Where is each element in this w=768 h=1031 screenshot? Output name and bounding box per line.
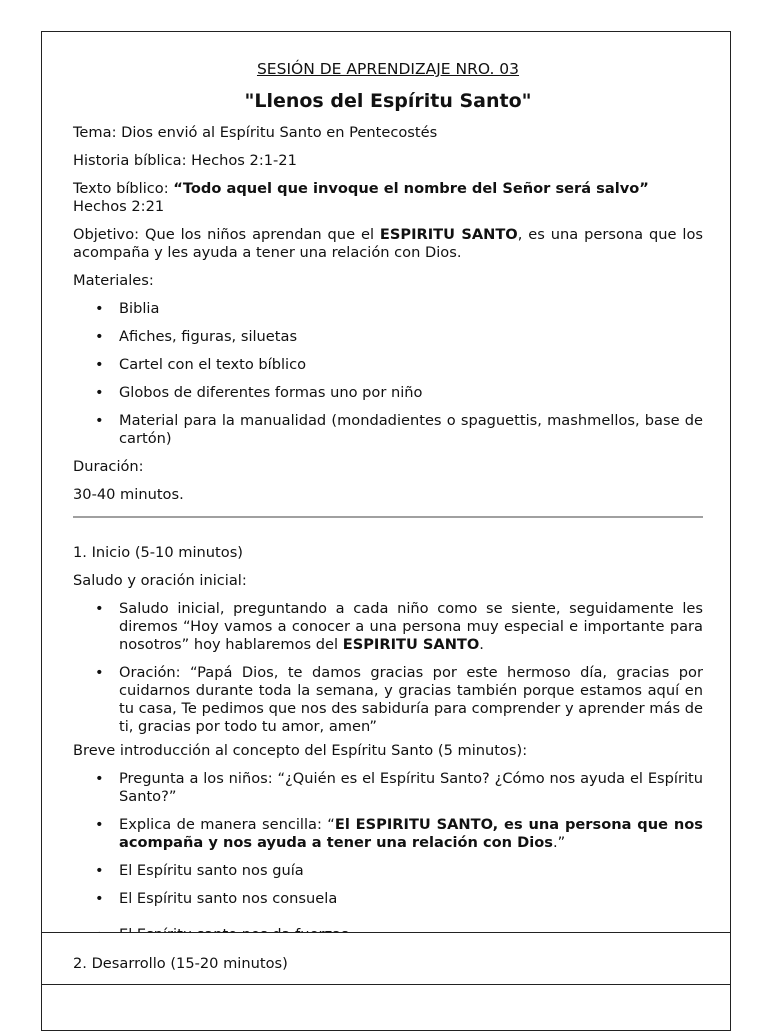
bullet-icon: • (95, 384, 104, 401)
bullet-icon: • (95, 356, 104, 373)
desarrollo-heading: 2. Desarrollo (15-20 minutos) (73, 955, 288, 972)
list-item (73, 356, 703, 374)
consuela-text: El Espíritu santo nos consuela (119, 890, 338, 907)
bullet-icon: • (95, 600, 104, 617)
pregunta-text: Pregunta a los niños: “¿Quién es el Espíritu Santo? ¿Cómo nos ayuda el Espíritu Santo?” (119, 770, 703, 805)
list-item (73, 890, 703, 908)
list-item (73, 600, 703, 654)
explica-bold: El ESPIRITU SANTO, es una persona que nos acompaña y nos ayuda a tener una relación con Dios (119, 816, 703, 851)
list-item (73, 328, 703, 346)
desarrollo-box (41, 932, 731, 985)
saludo-bold: ESPIRITU SANTO (342, 636, 480, 653)
objetivo-bold: ESPIRITU SANTO (379, 226, 518, 243)
guia-text: El Espíritu santo nos guía (119, 862, 304, 879)
duracion-label: Duración: (73, 458, 144, 475)
materiales-list (73, 300, 703, 448)
objetivo-line (73, 226, 703, 262)
intro-label: Breve introducción al concepto del Espíritu Santo (5 minutos): (73, 742, 528, 759)
section-divider (73, 516, 703, 518)
bullet-icon: • (95, 664, 104, 681)
historia-line: Historia bíblica: Hechos 2:1-21 (73, 152, 297, 169)
tema-line: Tema: Dios envió al Espíritu Santo en Pentecostés (73, 124, 438, 141)
bullet-icon: • (95, 862, 104, 879)
session-heading: SESIÓN DE APRENDIZAJE NRO. 03 (256, 60, 520, 78)
list-item (73, 816, 703, 852)
saludo-text: Saludo inicial, preguntando a cada niño como se siente, seguidamente les diremos “Hoy vamos a conocer a una persona muy especial e importante para nosotros” hoy hablaremos del (119, 600, 703, 653)
texto-label: Texto bíblico: (73, 180, 174, 197)
objetivo-suffix: , es una persona que los acompaña y les ayuda a tener una relación con Dios. (73, 226, 703, 261)
texto-biblico (73, 180, 703, 216)
bullet-icon: • (95, 300, 104, 317)
saludo-suffix: . (479, 636, 484, 653)
explica-suffix: .” (552, 834, 566, 851)
list-item-text: Globos de diferentes formas uno por niño (119, 384, 423, 401)
list-item (73, 300, 703, 318)
inicio-heading: 1. Inicio (5-10 minutos) (73, 544, 243, 561)
duracion-value: 30-40 minutos. (73, 486, 184, 503)
list-item (73, 770, 703, 806)
list-item (73, 664, 703, 736)
objetivo-prefix: Objetivo: Que los niños aprendan que el (73, 226, 380, 243)
list-item-text: Cartel con el texto bíblico (119, 356, 307, 373)
list-item (73, 862, 703, 880)
list-item (73, 384, 703, 402)
list-item-text: Biblia (119, 300, 160, 317)
oracion-text: Oración: “Papá Dios, te damos gracias por este hermoso día, gracias por cuidarnos durante toda la semana, y gracias también porque estamos aquí en tu casa, Te pedimos que nos des sabiduría para comprender y aprender más de ti, gracias por todo tu amor, amen” (119, 664, 703, 735)
bullet-icon: • (95, 770, 104, 787)
saludo-label: Saludo y oración inicial: (73, 572, 247, 589)
intro-list (73, 770, 703, 908)
saludo-list (73, 600, 703, 736)
document-body (73, 58, 703, 908)
session-title: "Llenos del Espíritu Santo" (244, 90, 532, 112)
list-item (73, 412, 703, 448)
bullet-icon: • (95, 412, 104, 429)
texto-ref: Hechos 2:21 (73, 198, 165, 215)
bullet-icon: • (95, 816, 104, 833)
list-item-text: Afiches, figuras, siluetas (119, 328, 298, 345)
bullet-icon: • (95, 890, 104, 907)
list-item-text: Material para la manualidad (mondadientes o spaguettis, mashmellos, base de cartón) (119, 412, 703, 447)
materiales-label: Materiales: (73, 272, 154, 289)
explica-prefix: Explica de manera sencilla: “ (119, 816, 335, 833)
texto-quote: “Todo aquel que invoque el nombre del Señor será salvo” (173, 180, 649, 197)
bullet-icon: • (95, 328, 104, 345)
